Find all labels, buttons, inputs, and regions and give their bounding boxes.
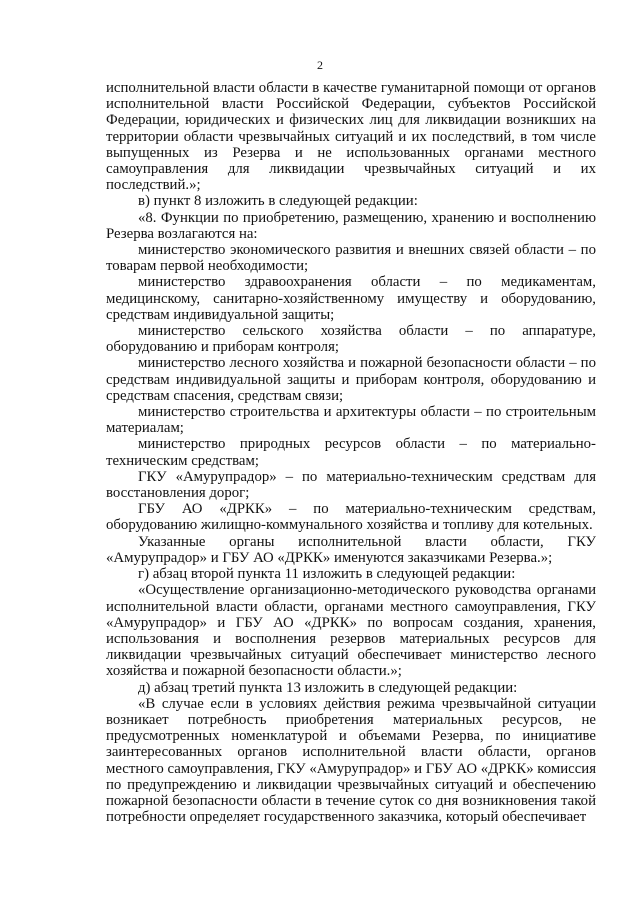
- paragraph-ministry-construction: министерство строительства и архитектуры области – по строительным материалам;: [106, 404, 596, 437]
- paragraph-ministry-agriculture: министерство сельского хозяйства области – по аппаратуре, оборудованию и приборам контроля;: [106, 323, 596, 356]
- paragraph-gbu-drkk: ГБУ АО «ДРКК» – по материально-техническим средствам, оборудованию жилищно-коммунального хозяйства и топливу для котельных.: [106, 501, 596, 534]
- paragraph-item-g-heading: г) абзац второй пункта 11 изложить в следующей редакции:: [138, 566, 516, 583]
- document-body: [106, 80, 596, 825]
- paragraph-item-v-heading: в) пункт 8 изложить в следующей редакции:: [138, 193, 418, 210]
- paragraph-continuation: исполнительной власти области в качестве гуманитарной помощи от органов исполнительной власти Российской Федерации, субъектов Российской Федерации, юридических и физических лиц для ликвидации возникших на территории области чрезвычайных ситуаций и их последствий, в том числе выпущенных из Резерва и не использованных органами местного самоуправления для ликвидации чрезвычайных ситуаций и их последствий.»;: [106, 80, 596, 194]
- paragraph-point-8: «8. Функции по приобретению, размещению, хранению и восполнению Резерва возлагаются на:: [106, 209, 596, 242]
- paragraph-customers: Указанные органы исполнительной власти области, ГКУ «Амурупрадор» и ГБУ АО «ДРКК» именуются заказчиками Резерва.»;: [106, 533, 596, 566]
- paragraph-ministry-health: министерство здравоохранения области – по медикаментам, медицинскому, санитарно-хозяйственному имуществу и оборудованию, средствам индивидуальной защиты;: [106, 274, 596, 323]
- page-number: 2: [317, 58, 323, 72]
- paragraph-gku-amuruprador: ГКУ «Амурупрадор» – по материально-техническим средствам для восстановления дорог;: [106, 468, 596, 502]
- paragraph-point-13: «В случае если в условиях действия режима чрезвычайной ситуации возникает потребность приобретения материальных ресурсов, не предусмотренных номенклатурой и объемами Резерва, по инициативе заинтересованных органов исполнительной власти области, органов местного самоуправления, ГКУ «Амурупрадор» и ГБУ АО «ДРКК» комиссия по предупреждению и ликвидации чрезвычайных ситуаций и обеспечению пожарной безопасности области в течение суток со дня возникновения такой потребности определяет государственного заказчика, который обеспечивает: [106, 695, 597, 826]
- paragraph-ministry-economy: министерство экономического развития и внешних связей области – по товарам первой необходимости;: [106, 242, 596, 275]
- paragraph-item-d-heading: д) абзац третий пункта 13 изложить в следующей редакции:: [138, 679, 518, 696]
- paragraph-ministry-forestry: министерство лесного хозяйства и пожарной безопасности области – по средствам индивидуальной защиты и приборам контроля, оборудованию и средствам спасения, средствам связи;: [106, 355, 596, 404]
- paragraph-ministry-natural-resources: министерство природных ресурсов области – по материально-техническим средствам;: [106, 436, 596, 469]
- paragraph-point-11: «Осуществление организационно-методического руководства органами исполнительной власти области, органами местного самоуправления, ГКУ «Амурупрадор» и ГБУ АО «ДРКК» по вопросам создания, хранения, использования и восполнения резервов материальных ресурсов для ликвидации чрезвычайных ситуаций обеспечивает министерство лесного хозяйства и пожарной безопасности области.»;: [106, 582, 596, 680]
